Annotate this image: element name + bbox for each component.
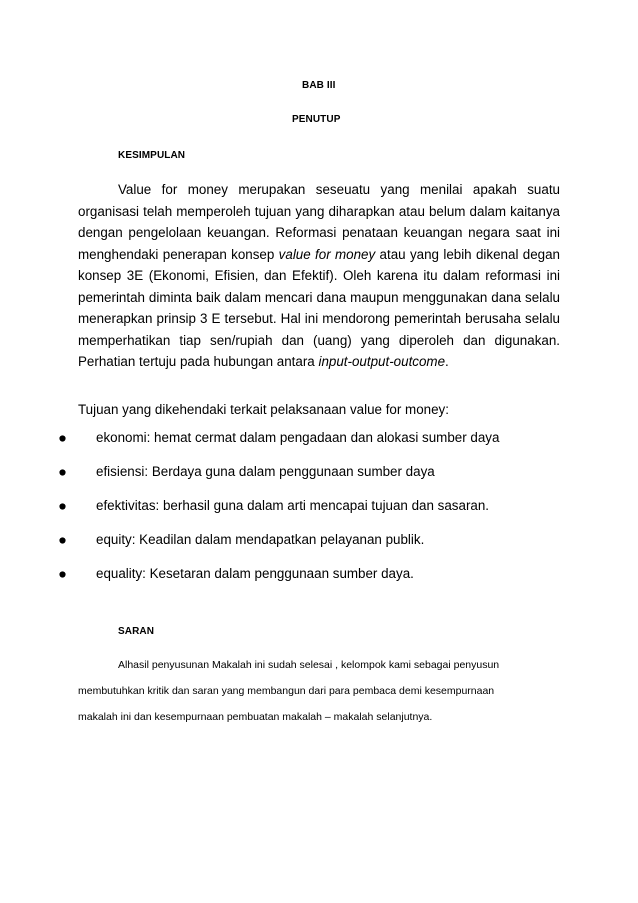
- conclusion-paragraph: [78, 179, 560, 373]
- objectives-list: [0, 428, 638, 598]
- section-heading-conclusion: KESIMPULAN: [118, 150, 186, 161]
- list-item: [0, 530, 638, 564]
- suggestion-line: Alhasil penyusunan Makalah ini sudah selesai , kelompok kami sebagai penyusun: [118, 659, 500, 671]
- bullet-icon: [60, 504, 65, 509]
- conclusion-italic-term-1: value for money: [278, 246, 376, 262]
- conclusion-text-part2: atau yang lebih dikenal degan konsep 3E (Ekonomi, Efisien, dan Efektif). Oleh karena itu dalam reformasi ini pemerintah diminta baik dalam mencari dana maupun menggunakan dana selalu menerapkan prinsip 3 E tersebut. Hal ini mendorong pemerintah berusaha selalu memperhatikan tiap sen/rupiah dan (uang) yang diperoleh dan digunakan. Perhatian tertuju pada hubungan antara: [78, 246, 560, 369]
- list-item: [0, 564, 638, 598]
- suggestion-paragraph: [78, 652, 568, 730]
- chapter-number: BAB III: [302, 80, 336, 91]
- objective-text: efisiensi: Berdaya guna dalam penggunaan sumber daya: [96, 464, 435, 479]
- bullet-icon: [60, 538, 65, 543]
- conclusion-italic-term-2: input-output-outcome: [318, 354, 446, 369]
- conclusion-text-part1: Value for money merupakan seseuatu yang menilai apakah suatu organisasi telah memperoleh tujuan yang diharapkan atau belum dalam kaitanya dengan pengelolaan keuangan. Reformasi penataan keuangan negara saat ini menghendaki penerapan konsep: [78, 182, 560, 262]
- objective-text: efektivitas: berhasil guna dalam arti mencapai tujuan dan sasaran.: [96, 498, 490, 513]
- list-item: [0, 428, 638, 462]
- objective-text: equality: Kesetaran dalam penggunaan sumber daya.: [96, 566, 414, 581]
- conclusion-text-part3: .: [445, 354, 449, 369]
- bullet-icon: [60, 572, 65, 577]
- objective-text: ekonomi: hemat cermat dalam pengadaan dan alokasi sumber daya: [96, 430, 500, 445]
- section-heading-suggestion: SARAN: [118, 626, 155, 637]
- suggestion-line: makalah ini dan kesempurnaan pembuatan makalah – makalah selanjutnya.: [78, 711, 433, 723]
- objective-text: equity: Keadilan dalam mendapatkan pelayanan publik.: [96, 532, 425, 547]
- suggestion-line: membutuhkan kritik dan saran yang membangun dari para pembaca demi kesempurnaan: [78, 685, 495, 697]
- bullet-icon: [60, 436, 65, 441]
- bullet-icon: [60, 470, 65, 475]
- list-item: [0, 462, 638, 496]
- chapter-title: PENUTUP: [292, 114, 341, 125]
- objectives-intro: Tujuan yang dikehendaki terkait pelaksanaan value for money:: [78, 402, 449, 417]
- list-item: [0, 496, 638, 530]
